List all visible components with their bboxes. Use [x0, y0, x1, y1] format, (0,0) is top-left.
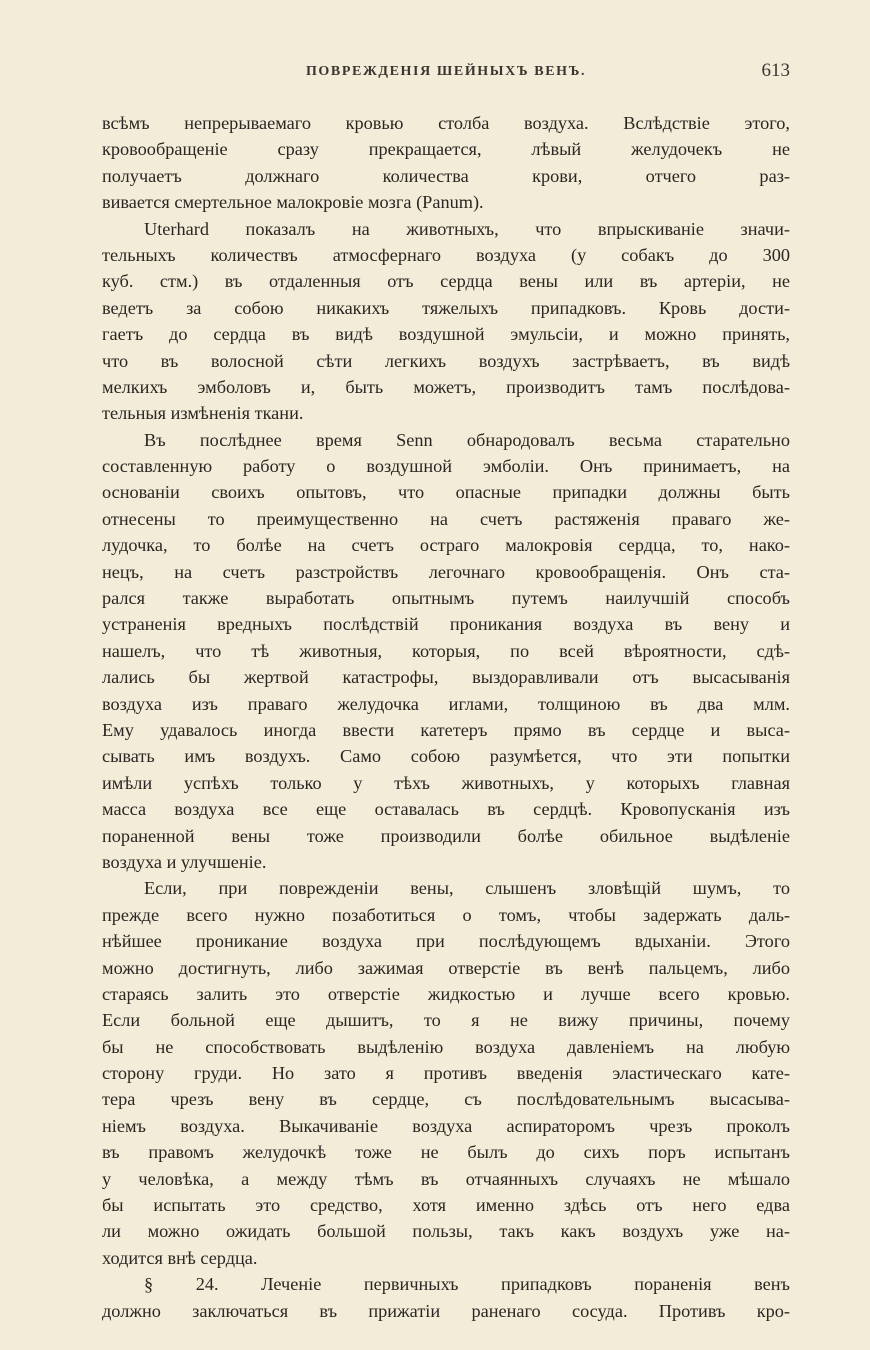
text-line: нѣйшее проникание воздуха при послѣдующемъ вдыханіи. Этого — [102, 931, 790, 952]
text-line: гаетъ до сердца въ видѣ воздушной эмульсіи, и можно принять, — [102, 324, 790, 345]
text-line: воздуха и улучшеніе. — [102, 851, 267, 872]
text-line: ли можно ожидать большой пользы, такъ какъ воздухъ уже на- — [102, 1221, 790, 1242]
text-line: Если, при поврежденіи вены, слышенъ зловѣщій шумъ, то — [144, 878, 790, 899]
text-line: тера чрезъ вену въ сердце, съ послѣдовательнымъ высасыва- — [102, 1089, 790, 1110]
text-line: Въ послѣднее время Senn обнародовалъ весьма старательно — [144, 429, 790, 450]
text-line: имѣли успѣхъ только у тѣхъ животныхъ, у которыхъ главная — [102, 772, 790, 793]
text-line: § 24. Леченіе первичныхъ припадковъ пораненія венъ — [144, 1274, 790, 1295]
text-line: нашелъ, что тѣ животныя, которыя, по всей вѣроятности, сдѣ- — [102, 640, 790, 661]
text-line: бы испытать это средство, хотя именно здѣсь отъ него едва — [102, 1195, 790, 1216]
page-header — [102, 58, 790, 92]
text-line: лались бы жертвой катастрофы, выздоравливали отъ высасыванія — [102, 667, 790, 688]
text-line: у человѣка, а между тѣмъ въ отчаянныхъ случаяхъ не мѣшало — [102, 1168, 790, 1189]
body-text — [102, 110, 790, 1324]
text-line: воздуха изъ праваго желудочка иглами, толщиною въ два млм. — [102, 693, 790, 714]
text-line: Uterhard показалъ на животныхъ, что впрыскиваніе значи- — [144, 218, 790, 239]
text-line: вивается смертельное малокровіе мозга (Panum). — [102, 192, 484, 213]
text-line: сторону груди. Но зато я противъ введенія эластическаго кате- — [102, 1063, 790, 1084]
text-line: что въ волосной сѣти легкихъ воздухъ застрѣваетъ, въ видѣ — [102, 350, 790, 371]
text-line: нецъ, на счетъ разстройствъ легочнаго кровообращенія. Онъ ста- — [102, 561, 790, 582]
text-line: рался также выработать опытнымъ путемъ наилучшій способъ — [102, 588, 790, 609]
text-line: мелкихъ эмболовъ и, быть можетъ, производитъ тамъ послѣдова- — [102, 376, 790, 397]
text-line: должно заключаться въ прижатіи раненаго сосуда. Противъ кро- — [102, 1300, 790, 1321]
text-line: Ему удавалось иногда ввести катетеръ прямо въ сердце и выса- — [102, 719, 790, 740]
page-number: 613 — [761, 60, 790, 81]
text-line: получаетъ должнаго количества крови, отчего раз- — [102, 165, 790, 186]
text-line: можно достигнуть, либо зажимая отверстіе въ венѣ пальцемъ, либо — [102, 957, 790, 978]
text-line: пораненной вены тоже производили болѣе обильное выдѣленіе — [102, 825, 790, 846]
text-line: тельныя измѣненія ткани. — [102, 403, 304, 424]
text-line: отнесены то преимущественно на счетъ растяженія праваго же- — [102, 508, 790, 529]
text-line: прежде всего нужно позаботиться о томъ, чтобы задержать даль- — [102, 904, 790, 925]
text-line: кровообращеніе сразу прекращается, лѣвый желудочекъ не — [102, 139, 790, 160]
text-line: устраненія вредныхъ послѣдствій проникания воздуха въ вену и — [102, 614, 790, 635]
text-line: масса воздуха все еще оставалась въ сердцѣ. Кровопусканія изъ — [102, 799, 790, 820]
running-title: ПОВРЕЖДЕНІЯ ШЕЙНЫХЪ ВЕНЪ. — [305, 64, 587, 79]
text-line: всѣмъ непрерываемаго кровью столба воздуха. Вслѣдствіе этого, — [102, 113, 790, 133]
text-line: въ правомъ желудочкѣ тоже не былъ до сихъ поръ испытанъ — [102, 1142, 790, 1163]
text-line: основаніи своихъ опытовъ, что опасные припадки должны быть — [102, 482, 790, 503]
text-line: стараясь залить это отверстіе жидкостью и лучше всего кровью. — [102, 983, 790, 1004]
text-line: куб. стм.) въ отдаленныя отъ сердца вены или въ артеріи, не — [102, 271, 790, 292]
text-line: лудочка, то болѣе на счетъ остраго малокровія сердца, то, нако- — [102, 535, 790, 556]
text-line: бы не способствовать выдѣленію воздуха давленіемъ на любую — [102, 1036, 790, 1057]
text-line: ведетъ за собою никакихъ тяжелыхъ припадковъ. Кровь дости- — [102, 297, 790, 318]
text-line: тельныхъ количествъ атмосфернаго воздуха (у собакъ до 300 — [102, 244, 790, 265]
text-line: сывать имъ воздухъ. Само собою разумѣется, что эти попытки — [102, 746, 790, 767]
text-line: ніемъ воздуха. Выкачиваніе воздуха аспираторомъ чрезъ проколъ — [102, 1115, 790, 1136]
text-line: составленную работу о воздушной эмболіи. Онъ принимаетъ, на — [102, 456, 790, 477]
text-line: Если больной еще дышитъ, то я не вижу причины, почему — [102, 1010, 790, 1031]
text-line: ходится внѣ сердца. — [102, 1247, 258, 1268]
